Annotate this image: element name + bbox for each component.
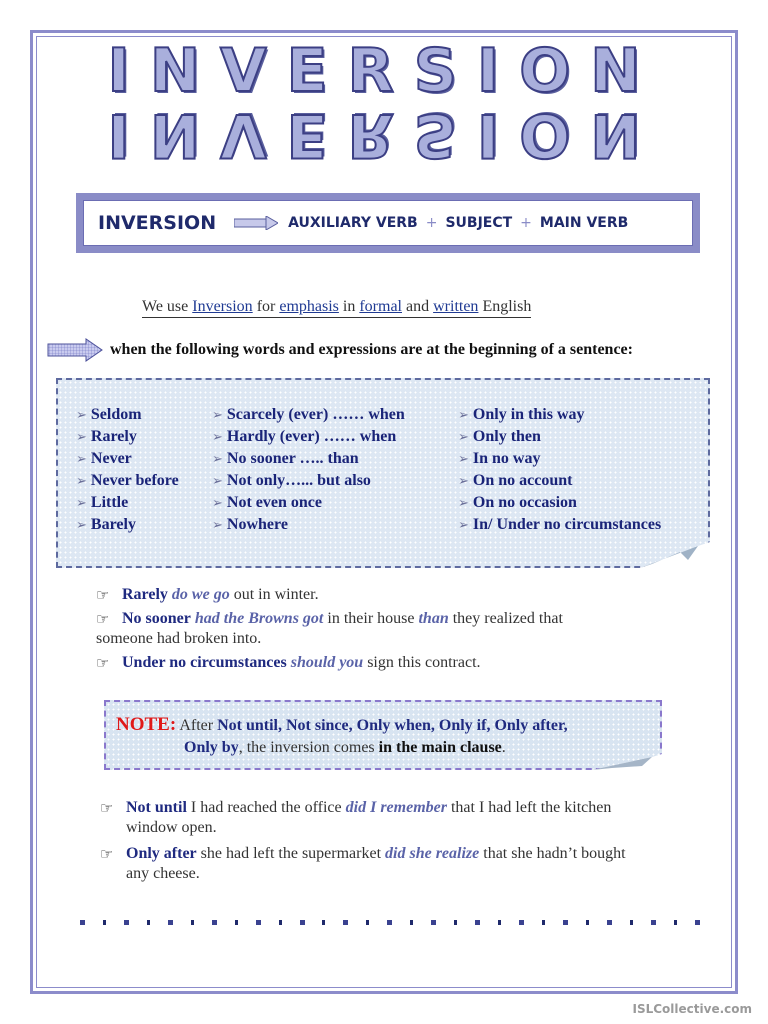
pointing-hand-icon: ☞ [100,845,114,863]
note-text: , the inversion comes [238,739,379,756]
intro-keyword: formal [359,298,402,315]
expression-item [76,426,179,448]
expressions-column-3 [458,404,661,536]
expression-text: Never [90,450,132,467]
example-keyword: Only after [126,845,197,862]
divider-dot [651,920,656,925]
divider-dot [695,920,700,925]
example-verb: than [418,610,449,627]
dotted-divider [80,919,700,925]
divider-dot [168,920,173,925]
intro-keyword: Inversion [192,298,253,315]
example-text: any cheese. [126,865,200,882]
example-keyword: Not until [126,799,187,816]
inversion-rule-box [76,193,700,253]
bullet-arrow-icon: ➢ [76,517,87,532]
divider-dot [475,920,480,925]
example-text: sign this contract. [363,654,481,671]
expression-item [76,448,179,470]
divider-dot [80,920,85,925]
divider-dot [279,920,282,925]
bullet-arrow-icon: ➢ [458,407,469,422]
expression-item [212,492,405,514]
rule-term: INVERSION [98,212,217,234]
example-keyword: Rarely [122,586,168,603]
expression-item [458,514,661,536]
expression-text: In no way [472,450,541,467]
bullet-arrow-icon: ➢ [76,451,87,466]
expression-text: On no occasion [472,494,577,511]
title-inversion-mirrored: INVERSION [107,100,661,170]
expression-text: Hardly (ever) …… when [226,428,397,445]
example-text: she had left the supermarket [196,845,386,862]
plus-sign: + [520,215,532,231]
rule-auxiliary-verb: AUXILIARY VERB [288,215,418,231]
expression-item [76,470,179,492]
bullet-arrow-icon: ➢ [212,517,223,532]
example-verb: did I remember [345,799,447,816]
expression-item [212,514,405,536]
example-text: window open. [126,819,217,836]
bullet-arrow-icon: ➢ [458,473,469,488]
example-text: in their house [323,610,419,627]
bullet-arrow-icon: ➢ [212,473,223,488]
expression-item [458,470,661,492]
expression-text: Not only…... but also [226,472,371,489]
divider-dot [322,920,325,925]
arrow-icon [234,216,278,230]
expression-item [458,448,661,470]
bullet-arrow-icon: ➢ [76,495,87,510]
intro-keyword: written [433,298,479,315]
examples-group-1 [96,585,696,673]
title-inversion: INVERSION [107,36,661,106]
expression-text: Barely [90,516,136,533]
expression-item [76,404,179,426]
example-sentence [100,844,720,884]
bullet-arrow-icon: ➢ [458,517,469,532]
note-text: . [501,739,506,756]
note-keywords: Not until, Not since, Only when, Only if, Only after, [217,717,568,734]
expression-text: Never before [90,472,179,489]
example-verb: did she realize [385,845,480,862]
bullet-arrow-icon: ➢ [76,429,87,444]
divider-dot [542,920,545,925]
intro-sentence [142,298,531,318]
divider-dot [431,920,436,925]
lead-colon: : [627,341,633,358]
expressions-column-1 [76,404,179,536]
expression-item [212,404,405,426]
divider-dot [124,920,129,925]
expression-text: Rarely [90,428,137,445]
bullet-arrow-icon: ➢ [458,495,469,510]
divider-dot [256,920,261,925]
example-text: they realized that [448,610,563,627]
expression-text: Seldom [90,406,142,423]
note-keywords: Only by [184,739,239,756]
note-text: After [179,717,218,734]
expression-text: Not even once [226,494,322,511]
divider-dot [563,920,568,925]
expression-text: No sooner ….. than [226,450,359,467]
example-keyword: No sooner [122,610,191,627]
intro-text: English [478,298,532,315]
pointing-hand-icon: ☞ [96,586,110,604]
example-sentence [100,798,720,838]
bullet-arrow-icon: ➢ [212,495,223,510]
divider-dot [410,920,413,925]
divider-dot [147,920,150,925]
example-verb: should you [290,654,364,671]
example-verb: had the Browns got [194,610,324,627]
example-text: that she hadn’t bought [479,845,626,862]
lead-sentence [46,338,633,362]
expression-text: Only then [472,428,541,445]
divider-dot [387,920,392,925]
divider-dot [586,920,589,925]
intro-text: We use [142,298,193,315]
divider-dot [630,920,633,925]
page-curl-icon [592,754,662,770]
expression-item [76,514,179,536]
intro-text: for [252,298,280,315]
divider-dot [235,920,238,925]
divider-dot [300,920,305,925]
pointing-hand-icon: ☞ [96,610,110,628]
expression-item [212,470,405,492]
example-text: I had reached the office [186,799,346,816]
bullet-arrow-icon: ➢ [212,407,223,422]
divider-dot [366,920,369,925]
expression-text: On no account [472,472,573,489]
bullet-arrow-icon: ➢ [458,451,469,466]
big-arrow-icon [46,338,104,362]
divider-dot [498,920,501,925]
expression-item [212,448,405,470]
bullet-arrow-icon: ➢ [458,429,469,444]
expression-text: Nowhere [226,516,288,533]
example-text: someone had broken into. [96,630,262,647]
divider-dot [454,920,457,925]
expression-item [212,426,405,448]
bullet-arrow-icon: ➢ [212,429,223,444]
intro-text: and [402,298,434,315]
rule-subject: SUBJECT [445,215,513,231]
expression-item [76,492,179,514]
intro-text: in [338,298,360,315]
example-text: out in winter. [229,586,319,603]
note-label: NOTE: [116,714,177,735]
example-verb: do we go [171,586,230,603]
divider-dot [343,920,348,925]
divider-dot [191,920,194,925]
rule-main-verb: MAIN VERB [539,215,629,231]
expression-text: Little [90,494,129,511]
bullet-arrow-icon: ➢ [76,473,87,488]
lead-text: when the following words and expressions are at the beginning of a sentence [110,341,628,358]
example-sentence [96,609,696,649]
expression-item [458,404,661,426]
expression-text: In/ Under no circumstances [472,516,662,533]
divider-dot [674,920,677,925]
plus-sign: + [425,215,438,231]
expression-item [458,426,661,448]
bullet-arrow-icon: ➢ [212,451,223,466]
pointing-hand-icon: ☞ [96,654,110,672]
note-box [104,700,662,770]
expressions-column-2 [212,404,405,536]
expression-item [458,492,661,514]
bullet-arrow-icon: ➢ [76,407,87,422]
example-sentence [96,653,696,673]
divider-dot [607,920,612,925]
expression-text: Scarcely (ever) …… when [226,406,405,423]
note-bold-text: in the main clause [378,739,502,756]
expression-text: Only in this way [472,406,585,423]
divider-dot [519,920,524,925]
watermark: ISLCollective.com [632,1002,752,1016]
pointing-hand-icon: ☞ [100,799,114,817]
examples-group-2 [100,798,720,884]
example-text: that I had left the kitchen [446,799,612,816]
example-keyword: Under no circumstances [122,654,287,671]
page-curl-icon [640,542,710,568]
expressions-box [56,378,710,568]
intro-keyword: emphasis [279,298,339,315]
divider-dot [212,920,217,925]
divider-dot [103,920,106,925]
example-sentence [96,585,696,605]
